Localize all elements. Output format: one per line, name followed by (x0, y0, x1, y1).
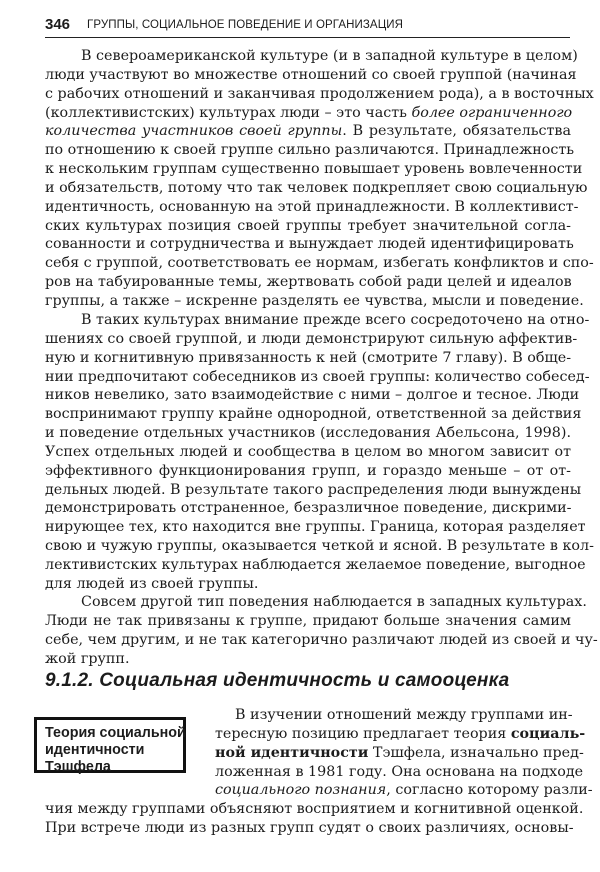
text-line: и обязательств, потому что так человек подкрепляет свою социальную (45, 179, 588, 196)
text-line: лективистских культурах наблюдается желаемое поведение, выгодное (45, 556, 586, 573)
text-line: количества участников своей группы. В результате, обязательства (45, 123, 571, 140)
text-line: группы, а также – искренне разделять ее чувства, мысли и поведение. (45, 292, 584, 309)
sidebar-line: Теория социальной (45, 725, 186, 741)
text-line: Совсем другой тип поведения наблюдается в западных культурах. (81, 594, 587, 610)
page-header (45, 15, 570, 38)
text-line: нии предпочитают собеседников из своей группы: количество собесед- (45, 368, 590, 385)
text-line: Успех отдельных людей и сообщества в целом во многом зависит от (45, 443, 571, 460)
text-line: В изучении отношений между группами ин- (235, 707, 573, 723)
text-line: дельных людей. В результате такого распределения люди вынуждены (45, 481, 582, 498)
text-line: к нескольким группам существенно повышает уровень вовлеченности (45, 161, 583, 178)
text-line: Люди не так привязаны к группе, придают больше значения самим (45, 612, 571, 629)
text-line: ских культурах позиция своей группы требует значительной согла- (45, 217, 571, 234)
sidebar-line: идентичности (45, 742, 145, 758)
section-heading: 9.1.2. Социальная идентичность и самооценка (45, 670, 510, 691)
text-line: социального познания, согласно которому разли- (215, 782, 593, 799)
sidebar-line: Тэшфела (45, 759, 111, 775)
text-line: себе, чем другим, и не так категорично различают людей из своей и чу- (45, 631, 598, 648)
text-line: люди участвуют во множестве отношений со своей группой (начиная (45, 66, 577, 83)
text-line: чия между группами объясняют восприятием и когнитивной оценкой. (45, 801, 584, 818)
text-line: нирующее тех, кто находится вне группы. Граница, которая разделяет (45, 519, 586, 536)
text-line: с рабочих отношений и заканчивая продолжением рода), а в восточных (45, 85, 594, 102)
text-line: свою и чужую группы, оказывается четкой и ясной. В результате в кол- (45, 538, 594, 555)
text-line: для людей из своей группы. (45, 575, 259, 592)
text-line: ную и когнитивную привязанность к ней (смотрите 7 главу). В обще- (45, 349, 572, 366)
paragraph-1 (45, 47, 594, 311)
text-line: идентичность, основанную на этой принадлежности. В коллективист- (45, 198, 579, 215)
text-line: (коллективистских) культурах люди – это часть более ограниченного (45, 104, 573, 121)
text-line: При встрече люди из разных групп судят о своих различиях, основы- (45, 820, 574, 837)
text-line: ложенная в 1981 году. Она основана на подходе (215, 763, 584, 780)
text-line: ров на табуированные темы, жертвовать собой ради целей и идеалов (45, 274, 572, 291)
text-line: тересную позицию предлагает теория социаль- (215, 725, 586, 742)
text-line: сованности и сотрудничества и вынуждает людей идентифицировать (45, 236, 574, 253)
running-title: ГРУППЫ, СОЦИАЛЬНОЕ ПОВЕДЕНИЕ И ОРГАНИЗАЦИЯ (87, 19, 404, 31)
text-line: по отношению к своей группе сильно различаются. Принадлежность (45, 142, 575, 159)
text-line: себя с группой, соответствовать ее нормам, избегать конфликтов и спо- (45, 255, 594, 272)
text-line: шениях со своей группой, и люди демонстрируют сильную аффектив- (45, 330, 578, 347)
text-line: ной идентичности Тэшфела, изначально пред- (215, 744, 584, 761)
text-line: эффективного функционирования групп, и гораздо меньше – от от- (45, 462, 571, 479)
paragraph-4 (45, 706, 593, 838)
text-line: и поведение отдельных участников (исследования Абельсона, 1998). (45, 425, 571, 442)
text-line: жой групп. (45, 650, 130, 667)
text-line: демонстрировать отстраненное, безразличное поведение, дискрими- (45, 500, 572, 517)
page-number: 346 (45, 16, 71, 33)
text-line: воспринимают группу крайне однородной, ответственной за действия (45, 406, 582, 423)
text-line: В таких культурах внимание прежде всего сосредоточено на отно- (81, 312, 590, 328)
paragraph-2 (45, 311, 594, 594)
text-line: ников невелико, зато взаимодействие с ними – долгое и тесное. Люди (45, 387, 580, 404)
paragraph-3 (45, 593, 598, 668)
text-line: В североамериканской культуре (и в западной культуре в целом) (81, 48, 578, 64)
